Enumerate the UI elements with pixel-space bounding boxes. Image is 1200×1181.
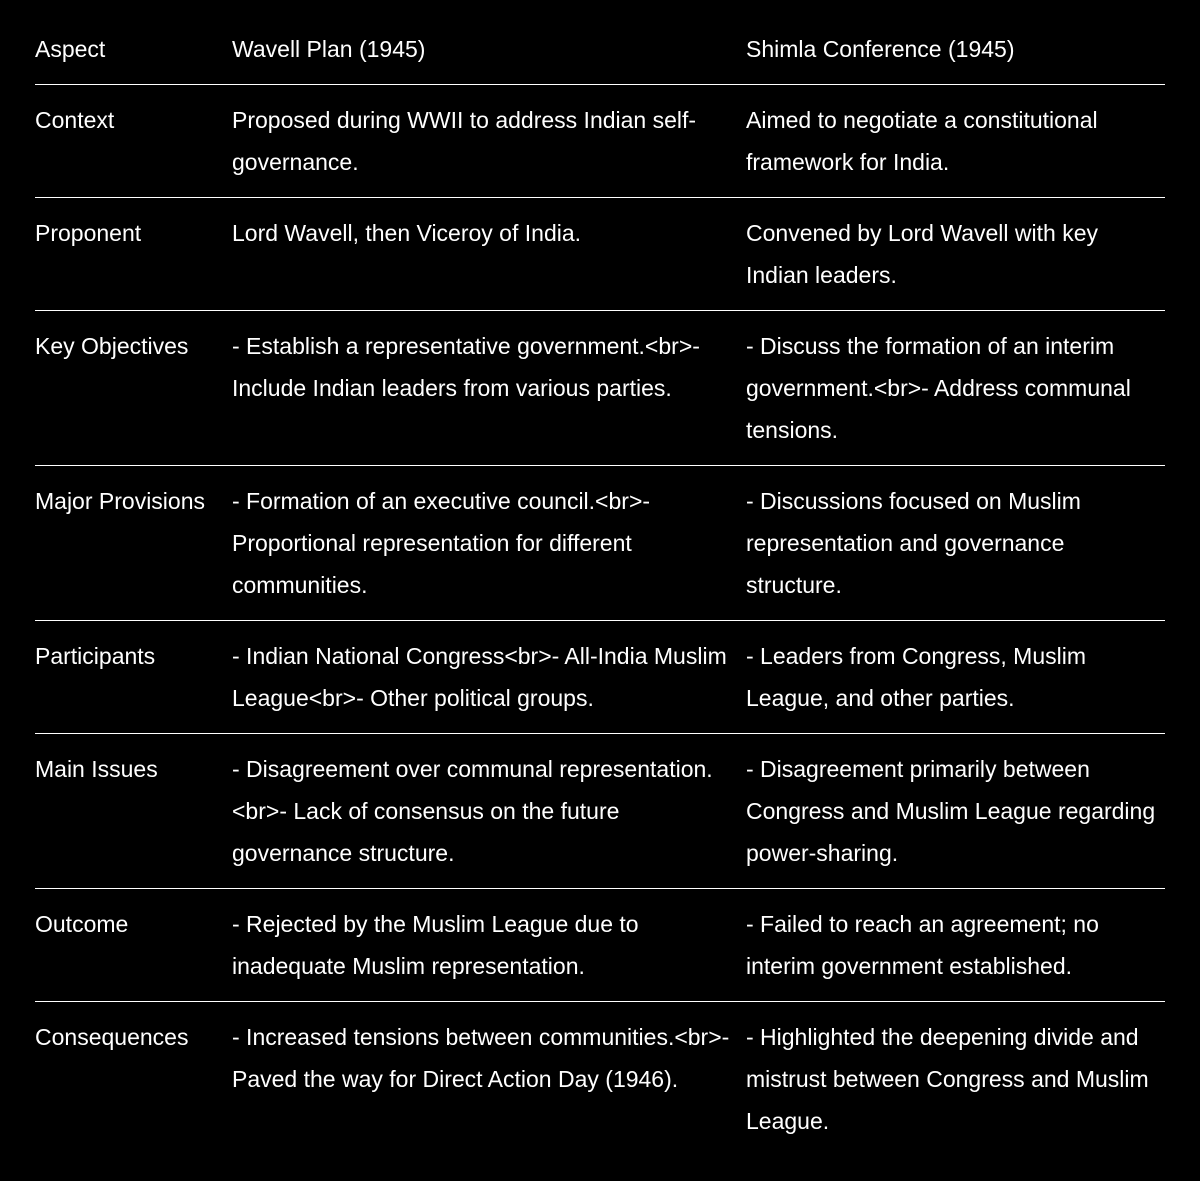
wavell-plan-cell: - Disagreement over communal representation.<br>- Lack of consensus on the future governance structure. <box>232 734 746 889</box>
table-row <box>35 734 1165 889</box>
row-aspect-cell: Proponent <box>35 198 232 311</box>
wavell-plan-cell: Proposed during WWII to address Indian self-governance. <box>232 85 746 198</box>
shimla-conference-cell: - Discussions focused on Muslim representation and governance structure. <box>746 466 1165 621</box>
shimla-conference-cell: - Disagreement primarily between Congress and Muslim League regarding power-sharing. <box>746 734 1165 889</box>
table-row <box>35 889 1165 1002</box>
comparison-table-container <box>35 0 1165 1156</box>
row-aspect-cell: Outcome <box>35 889 232 1002</box>
row-aspect-cell: Major Provisions <box>35 466 232 621</box>
shimla-conference-cell: - Failed to reach an agreement; no interim government established. <box>746 889 1165 1002</box>
table-row <box>35 198 1165 311</box>
shimla-conference-cell: - Leaders from Congress, Muslim League, and other parties. <box>746 621 1165 734</box>
row-aspect-cell: Context <box>35 85 232 198</box>
table-row <box>35 466 1165 621</box>
row-aspect-cell: Consequences <box>35 1024 189 1050</box>
table-row <box>35 1002 1165 1157</box>
row-aspect-cell: Participants <box>35 621 232 734</box>
wavell-plan-cell: - Increased tensions between communities.<br>- Paved the way for Direct Action Day (1946). <box>232 1024 730 1092</box>
header-aspect: Aspect <box>35 0 232 85</box>
table-row <box>35 85 1165 198</box>
shimla-conference-cell: Convened by Lord Wavell with key Indian leaders. <box>746 198 1165 311</box>
wavell-plan-cell: - Establish a representative government.<br>- Include Indian leaders from various parties. <box>232 311 746 466</box>
shimla-conference-cell: - Highlighted the deepening divide and mistrust between Congress and Muslim League. <box>746 1024 1149 1134</box>
header-wavell-plan: Wavell Plan (1945) <box>232 0 746 85</box>
shimla-conference-cell: - Discuss the formation of an interim government.<br>- Address communal tensions. <box>746 311 1165 466</box>
wavell-plan-cell: - Formation of an executive council.<br>- Proportional representation for different communities. <box>232 466 746 621</box>
comparison-table <box>35 0 1165 1156</box>
row-aspect-cell: Key Objectives <box>35 311 232 466</box>
table-row <box>35 621 1165 734</box>
shimla-conference-cell: Aimed to negotiate a constitutional framework for India. <box>746 85 1165 198</box>
table-header-row <box>35 0 1165 85</box>
wavell-plan-cell: - Indian National Congress<br>- All-India Muslim League<br>- Other political groups. <box>232 621 746 734</box>
header-shimla-conference: Shimla Conference (1945) <box>746 0 1165 85</box>
table-row <box>35 311 1165 466</box>
wavell-plan-cell: - Rejected by the Muslim League due to inadequate Muslim representation. <box>232 889 746 1002</box>
row-aspect-cell: Main Issues <box>35 734 232 889</box>
wavell-plan-cell: Lord Wavell, then Viceroy of India. <box>232 198 746 311</box>
